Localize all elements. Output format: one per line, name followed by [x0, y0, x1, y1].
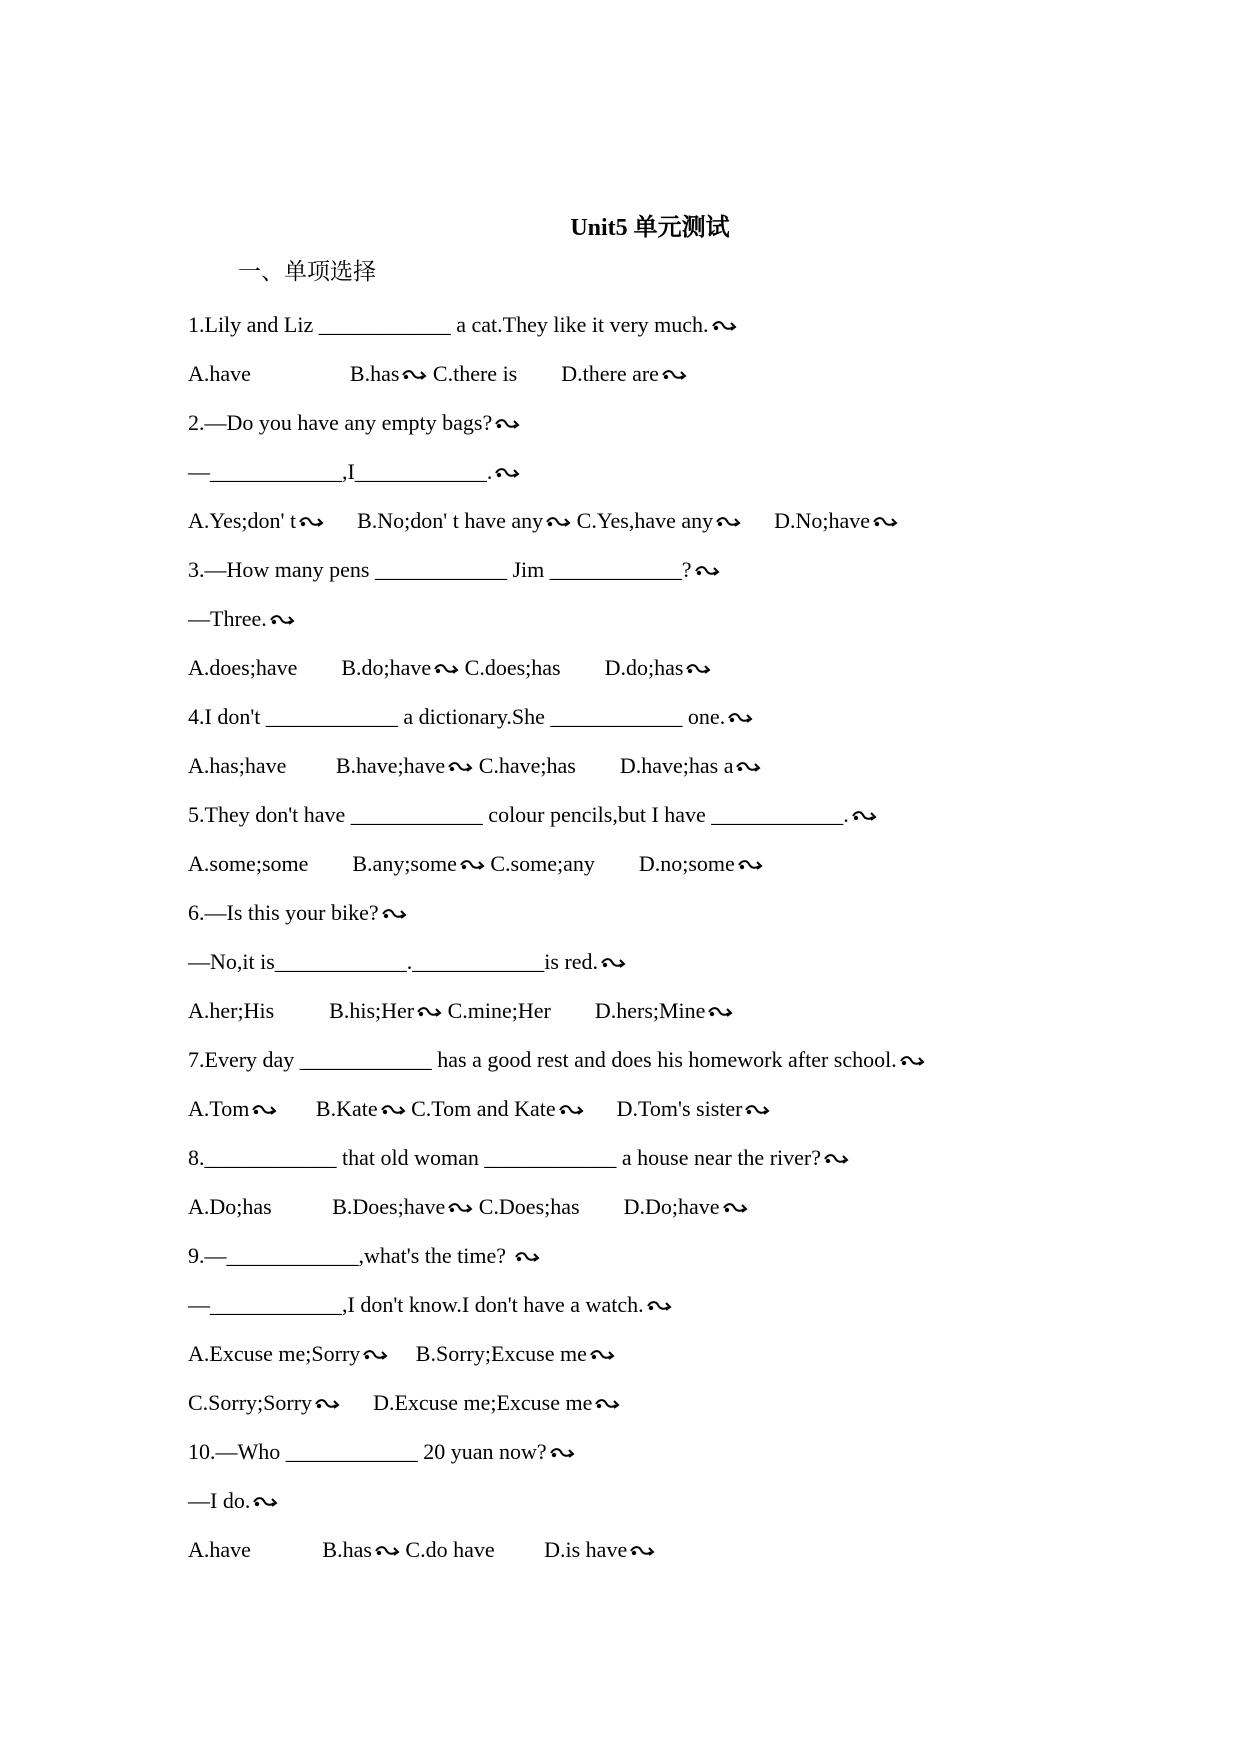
line-text: B.No;don' t have any: [324, 508, 544, 533]
paragraph-mark-icon: [727, 711, 753, 725]
line-text: —____________,I____________.: [188, 459, 493, 484]
paragraph-mark-icon: [447, 1201, 473, 1215]
question-line: [188, 447, 925, 496]
question-line: [188, 937, 925, 986]
line-text: 3.—How many pens ____________ Jim ____________?: [188, 557, 692, 582]
question-line: [188, 1182, 925, 1231]
question-line: [188, 398, 925, 447]
paragraph-mark-icon: [447, 760, 473, 774]
question-line: [188, 839, 925, 888]
paragraph-mark-icon: [416, 1005, 442, 1019]
line-text: —No,it is____________.____________is red.: [188, 949, 599, 974]
paragraph-mark-icon: [459, 858, 485, 872]
line-text: D.Tom's sister: [583, 1096, 743, 1121]
line-text: B.Sorry;Excuse me: [388, 1341, 587, 1366]
line-text: —Three.: [188, 606, 267, 631]
question-line: [188, 790, 925, 839]
line-text: C.have;has D.have;has a: [473, 753, 734, 778]
line-text: 2.—Do you have any empty bags?: [188, 410, 493, 435]
question-line: [188, 741, 925, 790]
paragraph-mark-icon: [494, 466, 520, 480]
line-text: 9.—____________,what's the time?: [188, 1243, 512, 1268]
question-line: [188, 692, 925, 741]
question-line: [188, 1525, 925, 1574]
question-line: [188, 1378, 925, 1427]
question-line: [188, 888, 925, 937]
paragraph-mark-icon: [735, 760, 761, 774]
paragraph-mark-icon: [646, 1299, 672, 1313]
paragraph-mark-icon: [737, 858, 763, 872]
paragraph-mark-icon: [558, 1103, 584, 1117]
line-text: 8.____________ that old woman ____________ a house near the river?: [188, 1145, 821, 1170]
question-list: [188, 300, 925, 1574]
paragraph-mark-icon: [589, 1348, 615, 1362]
question-line: [188, 1133, 925, 1182]
paragraph-mark-icon: [744, 1103, 770, 1117]
line-text: A.Do;has B.Does;have: [188, 1194, 446, 1219]
paragraph-mark-icon: [707, 1005, 733, 1019]
paragraph-mark-icon: [362, 1348, 388, 1362]
paragraph-mark-icon: [514, 1250, 540, 1264]
paragraph-mark-icon: [872, 515, 898, 529]
paragraph-mark-icon: [694, 564, 720, 578]
line-text: C.there is D.there are: [427, 361, 659, 386]
question-line: [188, 349, 925, 398]
document-title: Unit5 单元测试: [570, 215, 730, 241]
question-line: [188, 986, 925, 1035]
paragraph-mark-icon: [374, 1544, 400, 1558]
question-line: [188, 300, 925, 349]
line-text: C.Sorry;Sorry: [188, 1390, 313, 1415]
paragraph-mark-icon: [298, 515, 324, 529]
line-text: D.Excuse me;Excuse me: [340, 1390, 593, 1415]
question-line: [188, 1427, 925, 1476]
paragraph-mark-icon: [433, 662, 459, 676]
question-line: [188, 1231, 925, 1280]
paragraph-mark-icon: [251, 1103, 277, 1117]
paragraph-mark-icon: [823, 1152, 849, 1166]
line-text: A.Yes;don' t: [188, 508, 297, 533]
line-text: A.does;have B.do;have: [188, 655, 432, 680]
line-text: A.Excuse me;Sorry: [188, 1341, 361, 1366]
paragraph-mark-icon: [269, 613, 295, 627]
line-text: 10.—Who ____________ 20 yuan now?: [188, 1439, 547, 1464]
paragraph-mark-icon: [722, 1201, 748, 1215]
question-line: [188, 545, 925, 594]
line-text: A.have B.has: [188, 361, 400, 386]
paragraph-mark-icon: [401, 368, 427, 382]
line-text: C.Tom and Kate: [405, 1096, 556, 1121]
paragraph-mark-icon: [545, 515, 571, 529]
line-text: A.some;some B.any;some: [188, 851, 457, 876]
line-text: 4.I don't ____________ a dictionary.She ____________ one.: [188, 704, 726, 729]
line-text: C.Does;has D.Do;have: [473, 1194, 720, 1219]
line-text: C.mine;Her D.hers;Mine: [442, 998, 706, 1023]
paragraph-mark-icon: [711, 319, 737, 333]
question-line: [188, 496, 925, 545]
paragraph-mark-icon: [685, 662, 711, 676]
paragraph-mark-icon: [629, 1544, 655, 1558]
line-text: 7.Every day ____________ has a good rest and does his homework after school.: [188, 1047, 897, 1072]
question-line: [188, 1035, 925, 1084]
paragraph-mark-icon: [494, 417, 520, 431]
paragraph-mark-icon: [715, 515, 741, 529]
paragraph-mark-icon: [661, 368, 687, 382]
line-text: D.No;have: [741, 508, 871, 533]
question-line: [188, 1084, 925, 1133]
line-text: C.do have D.is have: [399, 1537, 628, 1562]
paragraph-mark-icon: [899, 1054, 925, 1068]
line-text: A.Tom: [188, 1096, 250, 1121]
question-line: [188, 643, 925, 692]
line-text: C.some;any D.no;some: [484, 851, 735, 876]
paragraph-mark-icon: [252, 1495, 278, 1509]
paragraph-mark-icon: [549, 1446, 575, 1460]
line-text: —I do.: [188, 1488, 251, 1513]
line-text: —____________,I don't know.I don't have a watch.: [188, 1292, 644, 1317]
question-line: [188, 594, 925, 643]
line-text: A.her;His B.his;Her: [188, 998, 415, 1023]
line-text: 1.Lily and Liz ____________ a cat.They like it very much.: [188, 312, 709, 337]
paragraph-mark-icon: [380, 1103, 406, 1117]
paragraph-mark-icon: [600, 956, 626, 970]
line-text: C.Yes,have any: [571, 508, 714, 533]
question-line: [188, 1329, 925, 1378]
paragraph-mark-icon: [314, 1397, 340, 1411]
paragraph-mark-icon: [851, 809, 877, 823]
line-text: A.have B.has: [188, 1537, 372, 1562]
question-line: [188, 1280, 925, 1329]
paragraph-mark-icon: [381, 907, 407, 921]
section-heading: 一、单项选择: [238, 259, 376, 284]
line-text: C.does;has D.do;has: [459, 655, 684, 680]
question-line: [188, 1476, 925, 1525]
line-text: B.Kate: [277, 1096, 378, 1121]
line-text: A.has;have B.have;have: [188, 753, 446, 778]
line-text: 6.—Is this your bike?: [188, 900, 379, 925]
paragraph-mark-icon: [594, 1397, 620, 1411]
line-text: 5.They don't have ____________ colour pencils,but I have ____________.: [188, 802, 849, 827]
